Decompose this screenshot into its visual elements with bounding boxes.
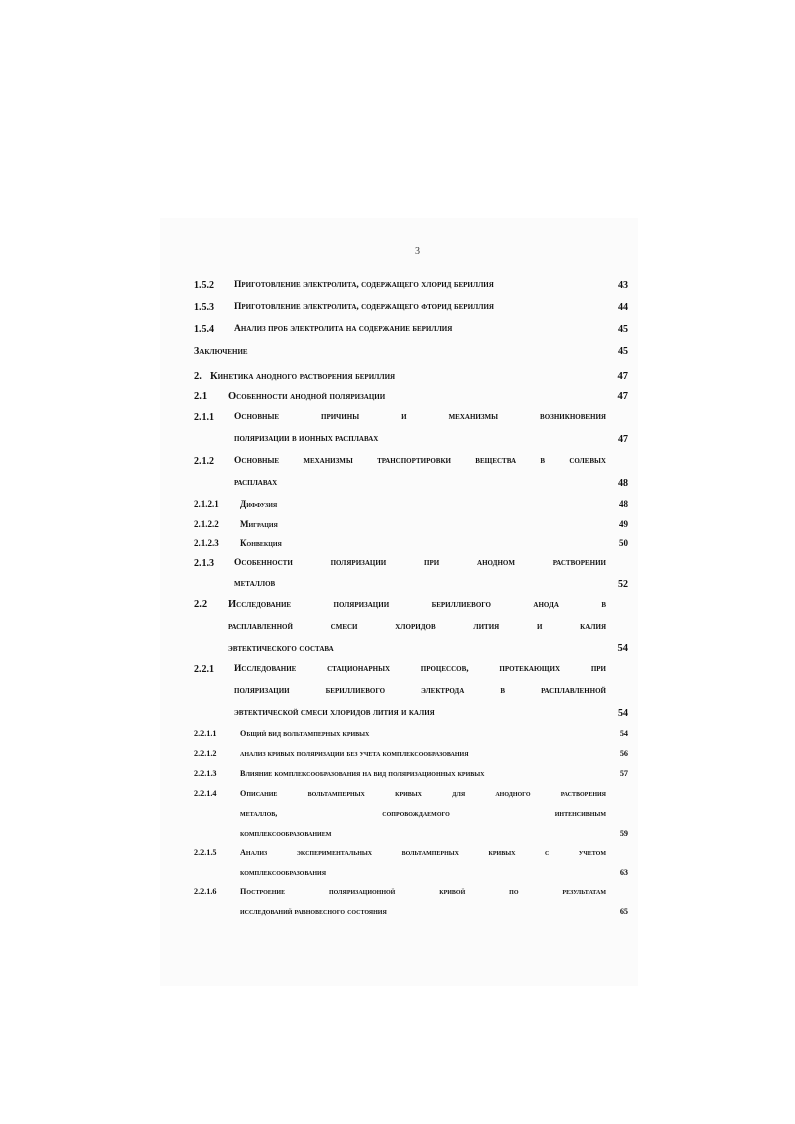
entry-title: Заключение bbox=[194, 346, 248, 357]
entry-page: 47 bbox=[617, 391, 628, 402]
entry-title: Анализ проб электролита на содержание бериллия bbox=[234, 324, 453, 334]
entry-number: 2.1.1 bbox=[194, 412, 214, 423]
entry-number: 2.1.2.3 bbox=[194, 538, 219, 548]
entry-title-line-3: комплексообразованием bbox=[240, 829, 332, 838]
entry-number: 2.2.1.5 bbox=[194, 848, 217, 857]
entry-page: 45 bbox=[618, 346, 628, 357]
entry-title-line-3: эвтектического состава bbox=[228, 643, 334, 654]
entry-page: 54 bbox=[618, 708, 628, 719]
entry-title: Конвекция bbox=[240, 538, 282, 548]
entry-title: Особенности анодной поляризации bbox=[228, 391, 386, 402]
entry-number: 2.2 bbox=[194, 599, 208, 610]
entry-number: 2.1.2.2 bbox=[194, 519, 219, 529]
entry-number: 2.2.1.4 bbox=[194, 789, 217, 798]
entry-title: Приготовление электролита, содержащего хлорид бериллия bbox=[234, 280, 494, 290]
entry-title-line-1: Исследование поляризации бериллиевого анода в bbox=[228, 599, 606, 610]
entry-title-line-2: комплексообразования bbox=[240, 868, 327, 877]
entry-title-line-1: Анализ экспериментальных вольтамперных кривых с учетом bbox=[240, 848, 606, 857]
entry-title-line-2: поляризации бериллиевого электрода в расплавленной bbox=[234, 686, 606, 696]
entry-number: 2.2.1.6 bbox=[194, 887, 217, 896]
entry-page: 63 bbox=[619, 868, 628, 877]
entry-title-line-1: Основные механизмы транспортировки вещества в солевых bbox=[234, 456, 606, 466]
entry-page: 43 bbox=[618, 280, 628, 291]
entry-title: Миграция bbox=[240, 519, 278, 529]
entry-number: 2.1.2 bbox=[194, 456, 214, 467]
entry-number: 1.5.3 bbox=[194, 302, 214, 313]
entry-page: 56 bbox=[619, 749, 628, 758]
entry-title: Приготовление электролита, содержащего фторид бериллия bbox=[234, 302, 494, 312]
entry-page: 47 bbox=[618, 434, 628, 445]
entry-title: Диффузия bbox=[240, 499, 278, 509]
entry-number: 2.2.1.3 bbox=[194, 769, 217, 778]
entry-page: 48 bbox=[619, 499, 628, 509]
entry-page: 48 bbox=[618, 478, 628, 489]
entry-number: 2. bbox=[194, 371, 202, 382]
entry-page: 45 bbox=[618, 324, 628, 335]
entry-title: анализ кривых поляризации без учета комплексообразования bbox=[240, 749, 469, 758]
entry-number: 2.2.1.2 bbox=[194, 749, 217, 758]
entry-title: Кинетика анодного растворения бериллия bbox=[210, 371, 396, 382]
entry-page: 54 bbox=[619, 729, 628, 738]
entry-number: 2.2.1.1 bbox=[194, 729, 217, 738]
entry-page: 59 bbox=[619, 829, 628, 838]
entry-number: 1.5.4 bbox=[194, 324, 214, 335]
entry-title-line-2: исследований равновесного состояния bbox=[240, 907, 387, 916]
entry-title-line-1: Особенности поляризации при анодном растворении bbox=[234, 558, 606, 568]
entry-page: 52 bbox=[618, 579, 628, 590]
entry-number: 2.1.3 bbox=[194, 558, 214, 569]
entry-number: 1.5.2 bbox=[194, 280, 214, 291]
entry-title-line-1: Описание вольтамперных кривых для анодного растворения bbox=[240, 789, 606, 798]
entry-number: 2.1.2.1 bbox=[194, 499, 219, 509]
entry-title-line-2: расплавленной смеси хлоридов лития и калия bbox=[228, 621, 606, 632]
entry-title-line-2: металлов bbox=[234, 579, 276, 589]
entry-title-line-2: металлов, сопровождаемого интенсивным bbox=[240, 809, 606, 818]
entry-title-line-3: эвтектической смеси хлоридов лития и калия bbox=[234, 708, 435, 718]
entry-page: 50 bbox=[619, 538, 628, 548]
entry-page: 65 bbox=[619, 907, 628, 916]
entry-page: 49 bbox=[619, 519, 628, 529]
entry-title: Влияние комплексообразования на вид поляризационных кривых bbox=[240, 769, 485, 778]
entry-page: 57 bbox=[619, 769, 628, 778]
entry-number: 2.2.1 bbox=[194, 664, 214, 675]
entry-page: 44 bbox=[618, 302, 628, 313]
entry-page: 54 bbox=[617, 643, 628, 654]
entry-page: 47 bbox=[617, 371, 628, 382]
entry-title-line-2: расплавах bbox=[234, 478, 278, 488]
entry-title-line-1: Основные причины и механизмы возникновения bbox=[234, 412, 606, 422]
entry-number: 2.1 bbox=[194, 391, 208, 402]
entry-title-line-1: Построение поляризационной кривой по результатам bbox=[240, 887, 606, 896]
entry-title: Общий вид вольтамперных кривых bbox=[240, 729, 370, 738]
entry-title-line-2: поляризации в ионных расплавах bbox=[234, 434, 379, 444]
page-number: 3 bbox=[415, 246, 420, 257]
entry-title-line-1: Исследование стационарных процессов, протекающих при bbox=[234, 664, 606, 674]
